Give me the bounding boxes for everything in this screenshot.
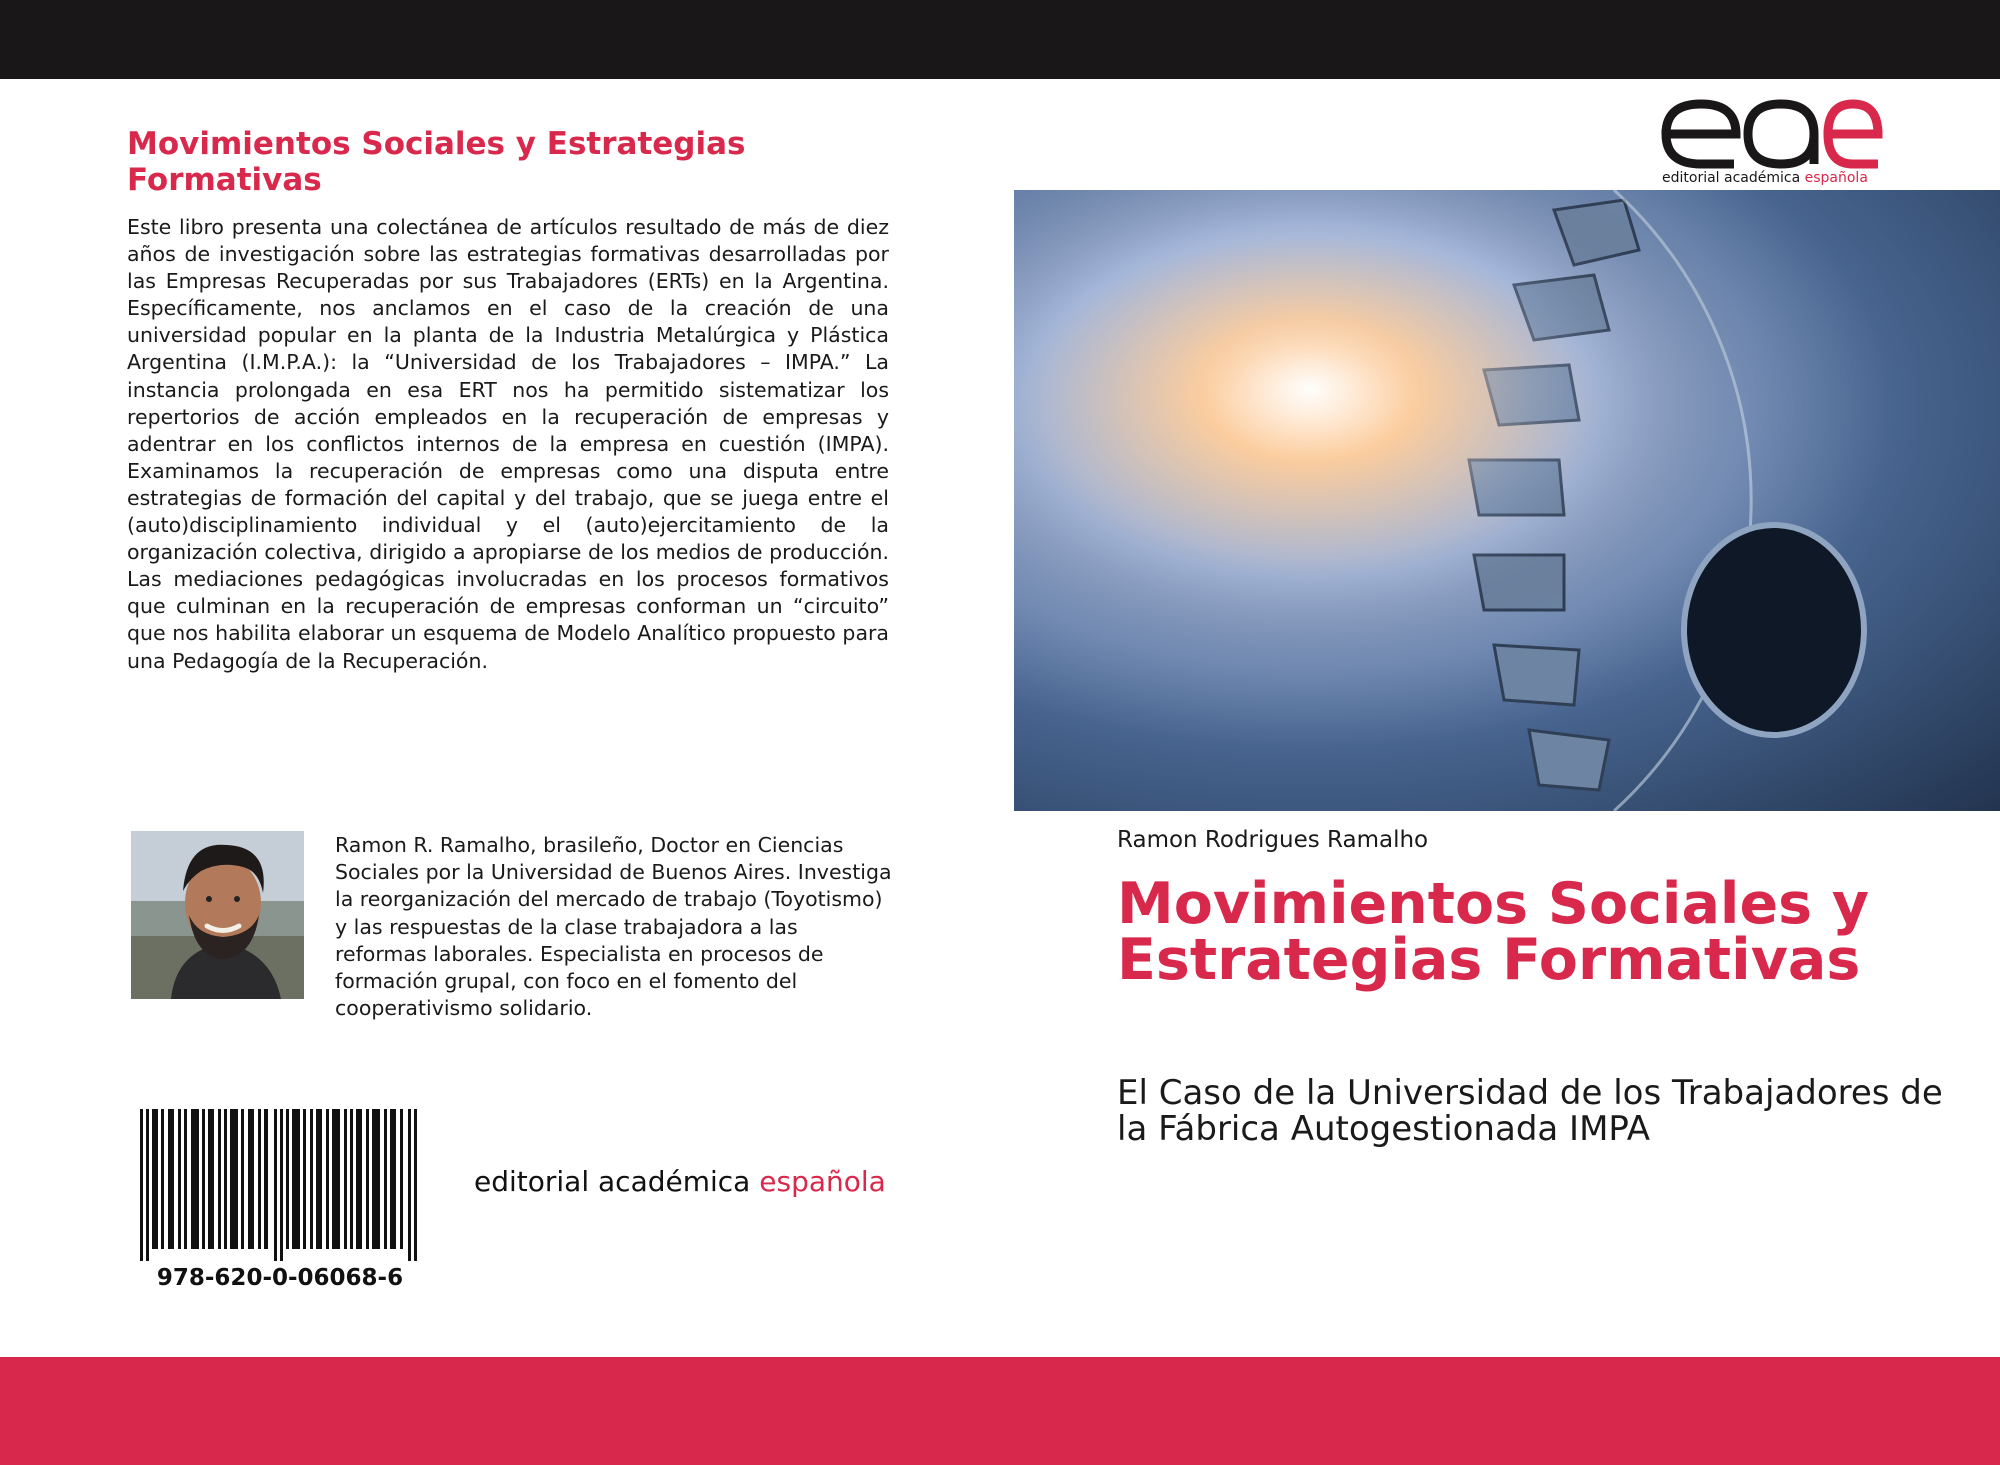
front-cover-subtitle: El Caso de la Universidad de los Trabajadores de la Fábrica Autogestionada IMPA <box>1117 1073 1943 1149</box>
bottom-accent-band <box>0 1357 2000 1465</box>
author-bio: Ramon R. Ramalho, brasileño, Doctor en Ciencias Sociales por la Universidad de Buenos Aires. Investiga la reorganización del mercado de trabajo (Toyotismo) y las respuestas de la clase trabajadora a las reformas laborales. Especialista en procesos de formación grupal, con foco en el fomento del cooperativismo solidario. <box>335 833 892 1021</box>
isbn-number: 978-620-0-06068-6 <box>156 1265 404 1291</box>
gear-wheel-icon <box>1014 190 2000 811</box>
logo-caption <box>1662 170 1868 186</box>
cover-photo <box>1014 190 2000 811</box>
publisher-name-main: editorial académica <box>474 1165 760 1198</box>
logo-caption-main: editorial académica <box>1662 170 1805 186</box>
front-cover-author: Ramon Rodrigues Ramalho <box>1117 827 1429 853</box>
back-cover-title: Movimientos Sociales y Estrategias Formativas <box>127 126 746 198</box>
author-photo <box>131 831 304 999</box>
top-dark-band <box>0 0 2000 79</box>
logo-caption-accent: española <box>1804 170 1868 186</box>
barcode-icon <box>140 1109 420 1261</box>
front-cover-title: Movimientos Sociales y Estrategias Formativas <box>1117 871 1870 993</box>
author-portrait-icon <box>131 831 304 999</box>
back-cover-blurb: Este libro presenta una colectánea de artículos resultado de más de diez años de investigación sobre las estrategias formativas desarrolladas por las Empresas Recuperadas por sus Trabajadores (ERTs) en la Argentina. Específicamente, nos anclamos en el caso de la creación de una universidad popular en la planta de la Industria Metalúrgica y Plástica Argentina (I.M.P.A.): la “Universidad de los Trabajadores – IMPA.” La instancia prolongada en esa ERT nos ha permitido sistematizar los repertorios de acción empleados en la recuperación de empresas y adentrar en los conflictos internos de la empresa en cuestión (IMPA). Examinamos la recuperación de empresas como una disputa entre estrategias de formación del capital y del trabajo, que se juega entre el (auto)disciplinamiento individual y el (auto)ejercitamiento de la organización colectiva, dirigido a apropiarse de los medios de producción. Las mediaciones pedagógicas involucradas en los procesos formativos que culminan en la recuperación de empresas conforman un “circuito” que nos habilita elaborar un esquema de Modelo Analítico propuesto para una Pedagogía de la Recuperación. <box>127 215 889 673</box>
publisher-name <box>474 1165 886 1198</box>
publisher-name-accent: española <box>759 1165 886 1198</box>
